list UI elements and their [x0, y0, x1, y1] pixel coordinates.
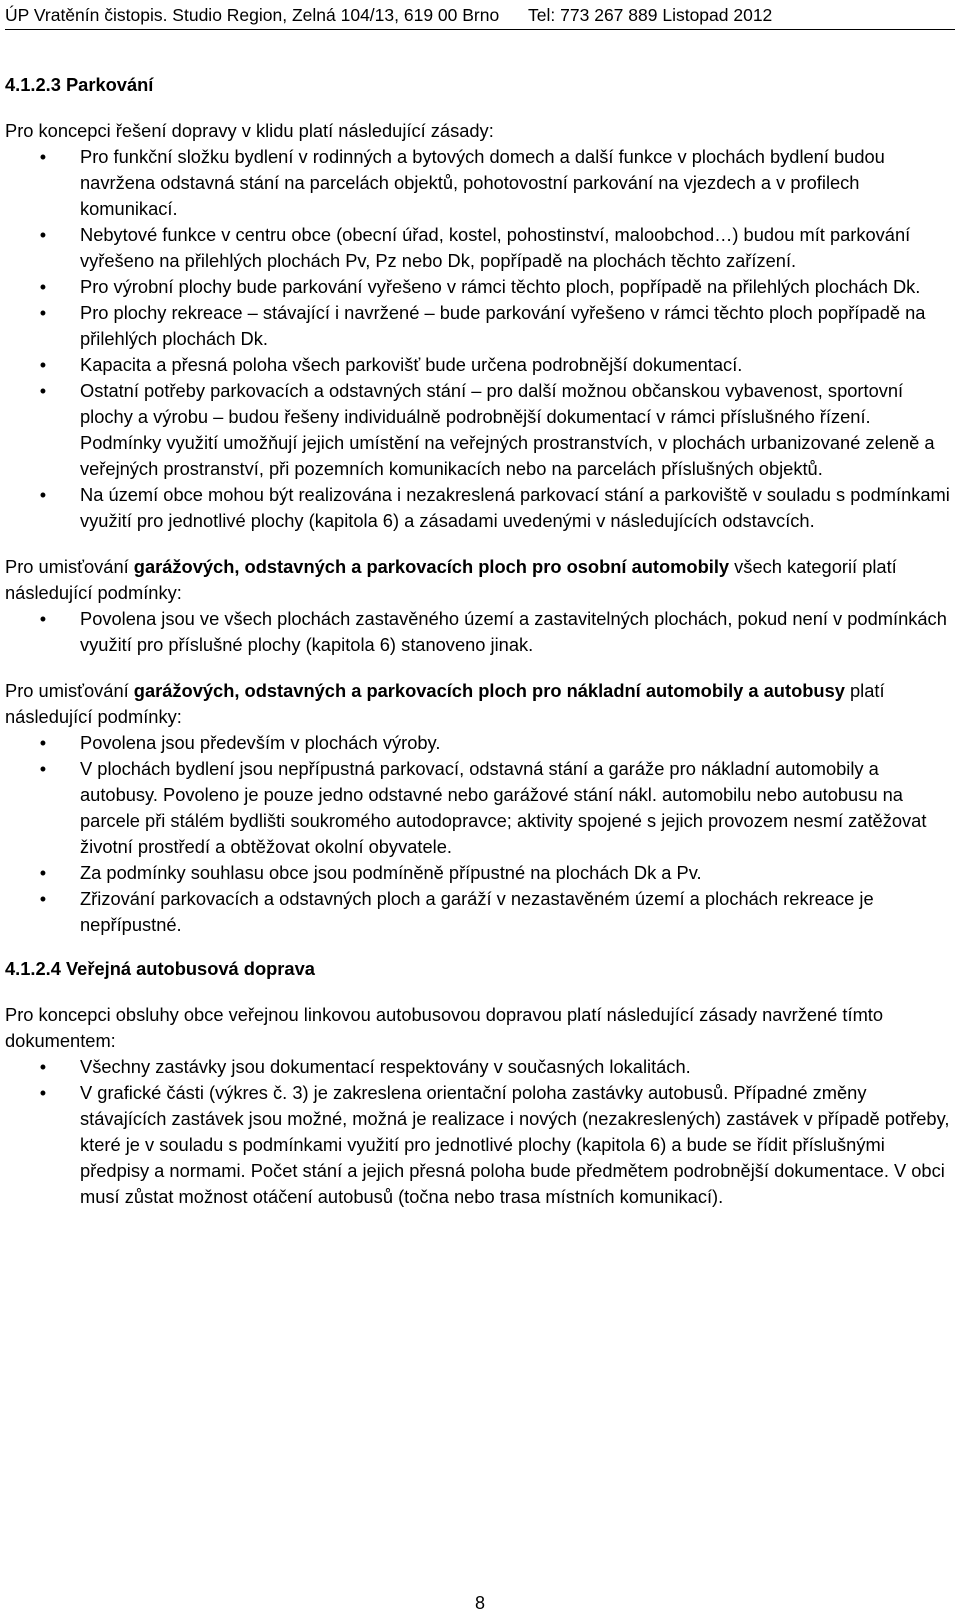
- paragraph-tail: všech kategorií platí následující podmínky:: [5, 556, 897, 603]
- bullet-icon: •: [39, 758, 47, 779]
- list-item-text: Povolena jsou především v plochách výroby.: [80, 732, 441, 753]
- header-rule: [5, 29, 955, 30]
- bullet-icon: •: [39, 380, 47, 401]
- bullet-icon: •: [39, 302, 47, 323]
- bullet-icon: •: [39, 862, 47, 883]
- list-item: [5, 1054, 955, 1080]
- list-item-text: Na území obce mohou být realizována i nezakreslená parkovací stání a parkoviště v souladu s podmínkami využití pro jednotlivé plochy (kapitola 6) a zásadami uvedenými v následujících odstavcích.: [80, 484, 950, 531]
- bullet-icon: •: [39, 224, 47, 245]
- list-item: [5, 1080, 955, 1210]
- bullet-icon: •: [39, 484, 47, 505]
- paragraph-lead: Pro umisťování: [5, 556, 134, 577]
- list-item: [5, 606, 955, 658]
- parkovani-list: [5, 144, 955, 534]
- list-item-text: Všechny zastávky jsou dokumentací respektovány v současných lokalitách.: [80, 1056, 691, 1077]
- list-item: [5, 378, 955, 482]
- list-item-text: Ostatní potřeby parkovacích a odstavných stání – pro další možnou občanskou vybavenost, sportovní plochy a výrobu – budou řešeny individuálně podrobnější dokumentací v rámci příslušného řízení. Podmínky využití umožňují jejich umístění na veřejných prostranstvích, v plochách urbanizované zeleně a veřejných prostranství, při pozemních komunikacích nebo na parcelách příslušných objektů.: [80, 380, 935, 479]
- bullet-icon: •: [39, 146, 47, 167]
- list-item-text: V grafické části (výkres č. 3) je zakreslena orientační poloha zastávky autobusů. Případné změny stávajících zastávek jsou možné, možná je realizace i nových (nezakreslených) zastávek v případě potřeby, které je v souladu s podmínkami využití pro jednotlivé plochy (kapitola 6) a bude se řídit příslušnými předpisy a normami. Počet stání a jejich přesná poloha bude předmětem podrobnější dokumentace. V obci musí zůstat možnost otáčení autobusů (točna nebo trasa místních komunikací).: [80, 1082, 950, 1207]
- list-item-text: Zřizování parkovacích a odstavných ploch a garáží v nezastavěném území a plochách rekreace je nepřípustné.: [80, 888, 874, 935]
- page-number: 8: [474, 1593, 485, 1613]
- list-item: [5, 730, 955, 756]
- bullet-icon: •: [39, 276, 47, 297]
- paragraph-bold: garážových, odstavných a parkovacích ploch pro nákladní automobily a autobusy: [133, 680, 845, 701]
- osobni-automobily-list: [5, 606, 955, 658]
- page-header: [5, 4, 955, 26]
- bullet-icon: •: [39, 1082, 47, 1103]
- list-item: [5, 860, 955, 886]
- bullet-icon: •: [39, 608, 47, 629]
- nakladni-automobily-list: [5, 730, 955, 938]
- list-item: [5, 144, 955, 222]
- header-text: ÚP Vratěnín čistopis. Studio Region, Zelná 104/13, 619 00 Brno Tel: 773 267 889 Listopad 2012: [5, 5, 773, 25]
- osobni-automobily-paragraph: [5, 554, 955, 606]
- list-item-text: Pro výrobní plochy bude parkování vyřešeno v rámci těchto ploch, popřípadě na přilehlých plochách Dk.: [80, 276, 921, 297]
- list-item-text: Pro funkční složku bydlení v rodinných a bytových domech a další funkce v plochách bydlení budou navržena odstavná stání na parcelách objektů, pohotovostní parkování na vjezdech a v profilech komunikací.: [80, 146, 885, 219]
- autobusova-doprava-list: [5, 1054, 955, 1210]
- bullet-icon: •: [39, 354, 47, 375]
- list-item: [5, 352, 955, 378]
- section-intro-autobusova-doprava: Pro koncepci obsluhy obce veřejnou linkovou autobusovou dopravou platí následující zásady navržené tímto dokumentem:: [5, 1004, 884, 1051]
- list-item-text: Kapacita a přesná poloha všech parkovišť bude určena podrobnější dokumentací.: [80, 354, 743, 375]
- list-item-text: Za podmínky souhlasu obce jsou podmíněně přípustné na plochách Dk a Pv.: [80, 862, 702, 883]
- list-item-text: Nebytové funkce v centru obce (obecní úřad, kostel, pohostinství, maloobchod…) budou mít parkování vyřešeno na přilehlých plochách Pv, Pz nebo Dk, popřípadě na plochách těchto zařízení.: [80, 224, 911, 271]
- document-body: [5, 72, 955, 1210]
- bullet-icon: •: [39, 732, 47, 753]
- bullet-icon: •: [39, 888, 47, 909]
- list-item: [5, 756, 955, 860]
- nakladni-automobily-paragraph: [5, 678, 955, 730]
- list-item: [5, 274, 955, 300]
- list-item-text: Povolena jsou ve všech plochách zastavěného území a zastavitelných plochách, pokud není v podmínkách využití pro příslušné plochy (kapitola 6) stanoveno jinak.: [80, 608, 947, 655]
- paragraph-tail: platí následující podmínky:: [5, 680, 885, 727]
- list-item: [5, 886, 955, 938]
- list-item-text: Pro plochy rekreace – stávající i navržené – bude parkování vyřešeno v rámci těchto ploch popřípadě na přilehlých plochách Dk.: [80, 302, 926, 349]
- paragraph-lead: Pro umisťování: [5, 680, 134, 701]
- bullet-icon: •: [39, 1056, 47, 1077]
- section-title-autobusova-doprava: 4.1.2.4 Veřejná autobusová doprava: [5, 958, 315, 979]
- paragraph-bold: garážových, odstavných a parkovacích ploch pro osobní automobily: [133, 556, 730, 577]
- list-item: [5, 222, 955, 274]
- list-item: [5, 482, 955, 534]
- section-title-parkovani: 4.1.2.3 Parkování: [5, 74, 154, 95]
- list-item: [5, 300, 955, 352]
- list-item-text: V plochách bydlení jsou nepřípustná parkovací, odstavná stání a garáže pro nákladní automobily a autobusy. Povoleno je pouze jedno odstavné nebo garážové stání nákl. automobilu nebo autobusu na parcele při stálém bydlišti soukromého autodopravce; aktivity spojené s jejich provozem nesmí zatěžovat životní prostředí a obtěžovat okolní obyvatele.: [80, 758, 927, 857]
- section-intro-parkovani: Pro koncepci řešení dopravy v klidu platí následující zásady:: [5, 120, 494, 141]
